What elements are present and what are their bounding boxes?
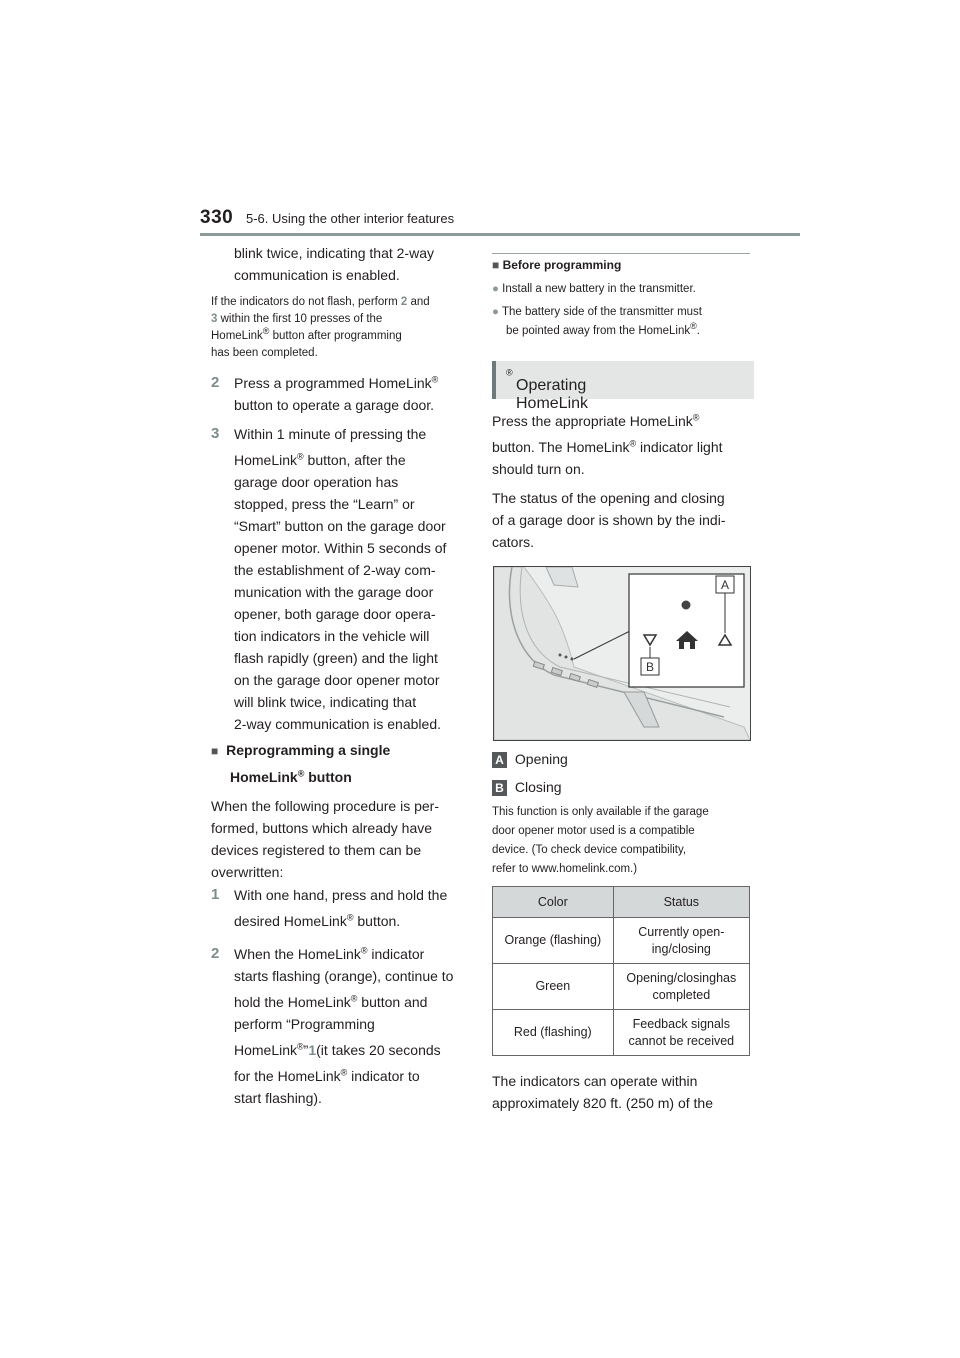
text: Reprogramming a single <box>226 742 391 758</box>
text: and <box>407 296 430 308</box>
text-line: The status of the opening and closing <box>492 490 725 506</box>
step-ref: 1 <box>308 1042 317 1058</box>
column-header: Color <box>493 887 614 918</box>
text: HomeLink <box>234 1042 298 1058</box>
text-line: Within 1 minute of pressing the <box>234 426 427 442</box>
table-row <box>493 964 750 1010</box>
text: button. The HomeLink <box>492 439 630 455</box>
text: HomeLink <box>230 769 298 785</box>
text: button <box>304 769 352 785</box>
text: hold the HomeLink <box>234 994 351 1010</box>
step-number: 1 <box>211 886 220 903</box>
text-line: perform “Programming <box>234 1016 375 1032</box>
list-item: Install a new battery in the transmitter. <box>502 283 696 295</box>
text: Opening <box>514 751 568 767</box>
text-line: completed <box>652 987 711 1002</box>
text: . <box>696 325 700 337</box>
before-programming-heading <box>492 258 621 272</box>
status-table <box>492 886 750 1056</box>
text-line: cators. <box>492 534 535 550</box>
page-number: 330 <box>200 207 234 228</box>
text-line: blink twice, indicating that 2-way <box>234 245 434 261</box>
reg-mark: ® <box>506 367 513 378</box>
reg-mark: ® <box>692 412 700 423</box>
text: ” <box>303 1042 309 1058</box>
text-line: garage door operation has <box>234 474 399 490</box>
text-line: of a garage door is shown by the indi- <box>492 512 726 528</box>
square-bullet: ■ <box>492 258 500 272</box>
step-2 <box>211 372 471 416</box>
text: indicator <box>367 946 425 962</box>
bullet-icon: ● <box>492 306 499 318</box>
continued-text <box>234 242 434 286</box>
section-heading-box <box>492 361 754 412</box>
text: button and <box>357 994 428 1010</box>
text-line: will blink twice, indicating that <box>234 694 417 710</box>
text: Operating HomeLink <box>516 377 589 412</box>
text-line: approximately 820 ft. (250 m) of the <box>492 1095 713 1111</box>
text-line: communication is enabled. <box>234 267 400 283</box>
text-line: tion indicators in the vehicle will <box>234 628 430 644</box>
text-line: Opening/closinghas <box>626 970 737 985</box>
step-3 <box>211 423 473 735</box>
text-line: the establishment of 2-way com- <box>234 562 436 578</box>
text-line: The indicators can operate within <box>492 1073 698 1089</box>
text-line: starts flashing (orange), continue to <box>234 968 454 984</box>
text: Before programming <box>502 258 622 272</box>
column-header: Status <box>613 887 749 918</box>
text-line: stopped, press the “Learn” or <box>234 496 415 512</box>
figure-label-a: A <box>720 578 730 592</box>
section-heading <box>506 367 589 412</box>
text-line: button to operate a garage door. <box>234 397 435 413</box>
list-item: The battery side of the transmitter must <box>501 306 703 318</box>
reg-mark: ® <box>346 912 354 923</box>
text-line: device. (To check device compatibility, <box>492 844 687 856</box>
range-paragraph <box>492 1070 754 1114</box>
mirror-indicator-figure <box>493 566 751 741</box>
reg-mark: ® <box>262 326 270 337</box>
text: Press the appropriate HomeLink <box>492 413 693 429</box>
text: Closing <box>514 779 562 795</box>
section-title: 5-6. Using the other interior features <box>246 211 455 226</box>
square-bullet: ■ <box>211 744 219 758</box>
text-line: 2-way communication is enabled. <box>234 716 441 732</box>
text-line: overwritten: <box>211 864 284 880</box>
text-line: opener, both garage door opera- <box>234 606 436 622</box>
text-line: This function is only available if the garage <box>492 806 709 818</box>
table-header-row <box>493 887 750 918</box>
table-row <box>493 1010 750 1056</box>
table-cell: Green <box>493 964 614 1010</box>
table-cell <box>613 964 749 1010</box>
reg-mark: ® <box>629 438 637 449</box>
text: If the indicators do not flash, perform <box>211 296 401 308</box>
reg-mark: ® <box>431 374 439 385</box>
text: indicator light <box>636 439 723 455</box>
reg-mark: ® <box>297 768 305 779</box>
text-line: flash rapidly (green) and the light <box>234 650 438 666</box>
table-cell <box>613 918 749 964</box>
before-programming-list <box>492 281 752 340</box>
reg-mark: ® <box>360 945 368 956</box>
text-line: Feedback signals <box>632 1016 730 1031</box>
text-line: With one hand, press and hold the <box>234 887 448 903</box>
step-number: 3 <box>211 425 220 442</box>
text-line: When the following procedure is per- <box>211 798 440 814</box>
note-indicators <box>211 294 471 362</box>
reg-mark: ® <box>350 993 358 1004</box>
reg-mark: ® <box>297 1041 304 1052</box>
text-line: opener motor. Within 5 seconds of <box>234 540 447 556</box>
text-line: Currently open- <box>638 924 725 939</box>
step-number: 2 <box>211 945 220 962</box>
text: HomeLink <box>211 330 263 342</box>
text: button, after the <box>303 452 406 468</box>
text: button. <box>353 913 401 929</box>
label-a-badge: A <box>492 752 507 768</box>
text-line: formed, buttons which already have <box>211 820 433 836</box>
legend-opening <box>492 748 568 770</box>
table-cell: Red (flashing) <box>493 1010 614 1056</box>
text-line: cannot be received <box>628 1033 735 1048</box>
reg-mark: ® <box>690 321 697 332</box>
text: HomeLink <box>234 452 298 468</box>
table-row <box>493 918 750 964</box>
text-line: door opener motor used is a compatible <box>492 825 695 837</box>
operating-paragraph-1 <box>492 410 754 480</box>
reg-mark: ® <box>297 451 304 462</box>
reg-mark: ® <box>340 1067 348 1078</box>
divider <box>492 253 750 254</box>
text: indicator to <box>347 1068 420 1084</box>
text: (it takes 20 seconds <box>316 1042 441 1058</box>
legend-closing <box>492 776 562 798</box>
step-number: 2 <box>211 374 220 391</box>
text: has been completed. <box>211 347 318 359</box>
table-cell: Orange (flashing) <box>493 918 614 964</box>
figure-label-b: B <box>645 660 655 674</box>
reprogramming-heading <box>211 739 473 788</box>
header-rule <box>200 233 800 236</box>
text: button after programming <box>269 330 402 342</box>
text: within the first 10 presses of the <box>217 313 383 325</box>
reprog-step-2 <box>211 943 473 1109</box>
text-line: should turn on. <box>492 461 585 477</box>
text: Press a programmed HomeLink <box>234 375 432 391</box>
text: desired HomeLink <box>234 913 347 929</box>
text-line: “Smart” button on the garage door <box>234 518 446 534</box>
text: When the HomeLink <box>234 946 361 962</box>
text-line: devices registered to them can be <box>211 842 422 858</box>
mirror-illustration <box>494 567 750 740</box>
text-line: on the garage door opener motor <box>234 672 440 688</box>
compatibility-note <box>492 803 754 879</box>
label-b-badge: B <box>492 780 507 796</box>
text-line: start flashing). <box>234 1090 322 1106</box>
text-line: munication with the garage door <box>234 584 434 600</box>
reprogramming-paragraph <box>211 795 473 883</box>
step-ref: 2 <box>400 296 408 308</box>
bullet-icon: ● <box>492 283 499 295</box>
table-cell <box>613 1010 749 1056</box>
text-line: refer to www.homelink.com.) <box>492 863 638 875</box>
reprog-step-1 <box>211 884 473 932</box>
text: be pointed away from the HomeLink <box>506 325 691 337</box>
step-ref: 3 <box>211 313 218 325</box>
operating-paragraph-2 <box>492 487 754 553</box>
text: for the HomeLink <box>234 1068 341 1084</box>
text-line: ing/closing <box>651 941 711 956</box>
